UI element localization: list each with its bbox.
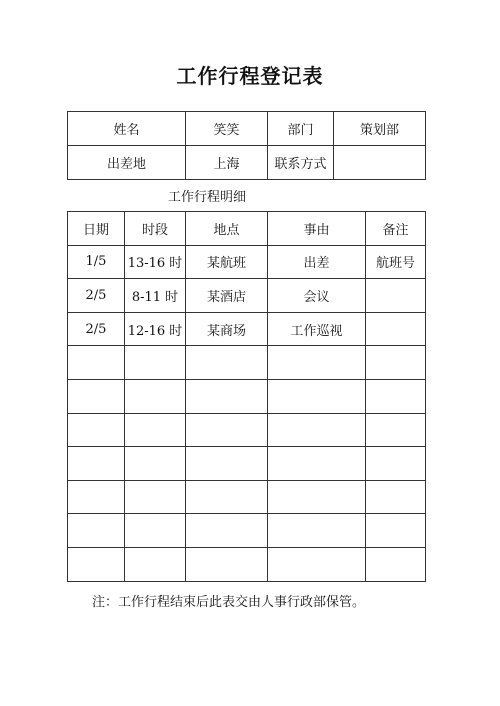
- dept-label: 部门: [268, 112, 334, 146]
- cell-date: [68, 413, 125, 447]
- cell-date: [68, 514, 125, 548]
- cell-reason: 工作巡视: [268, 312, 366, 346]
- cell-remark: [366, 346, 426, 380]
- cell-time: [125, 346, 186, 380]
- detail-table: [67, 211, 426, 582]
- cell-location: [186, 413, 268, 447]
- cell-location: [186, 547, 268, 581]
- table-row: [68, 413, 426, 447]
- header-date: 日期: [68, 212, 125, 246]
- cell-time: 8-11 时: [125, 279, 186, 313]
- table-row: [68, 245, 426, 279]
- cell-reason: [268, 547, 366, 581]
- name-value: 笑笑: [186, 112, 268, 146]
- cell-time: 12-16 时: [125, 312, 186, 346]
- cell-date: [68, 447, 125, 481]
- cell-date: 2/5: [68, 279, 125, 313]
- cell-time: 13-16 时: [125, 245, 186, 279]
- cell-date: [68, 346, 125, 380]
- header-location: 地点: [186, 212, 268, 246]
- cell-remark: [366, 413, 426, 447]
- cell-time: [125, 480, 186, 514]
- page-title: 工作行程登记表: [176, 64, 324, 88]
- cell-reason: 会议: [268, 279, 366, 313]
- cell-remark: [366, 379, 426, 413]
- cell-time: [125, 379, 186, 413]
- name-label: 姓名: [68, 112, 186, 146]
- cell-remark: [366, 514, 426, 548]
- header-time: 时段: [125, 212, 186, 246]
- detail-header-row: [68, 212, 426, 246]
- table-row: [68, 547, 426, 581]
- cell-reason: [268, 480, 366, 514]
- cell-reason: [268, 514, 366, 548]
- cell-remark: [366, 480, 426, 514]
- cell-location: [186, 447, 268, 481]
- cell-time: [125, 447, 186, 481]
- cell-date: [68, 480, 125, 514]
- table-row: [68, 312, 426, 346]
- cell-location: [186, 480, 268, 514]
- contact-value: [334, 146, 426, 180]
- contact-label: 联系方式: [268, 146, 334, 180]
- table-row: [68, 447, 426, 481]
- cell-reason: [268, 413, 366, 447]
- info-row: [68, 112, 426, 146]
- cell-date: 1/5: [68, 245, 125, 279]
- cell-date: [68, 379, 125, 413]
- table-row: [68, 379, 426, 413]
- header-reason: 事由: [268, 212, 366, 246]
- place-value: 上海: [186, 146, 268, 180]
- table-row: [68, 346, 426, 380]
- place-label: 出差地: [68, 146, 186, 180]
- cell-remark: [366, 279, 426, 313]
- cell-date: [68, 547, 125, 581]
- cell-time: [125, 514, 186, 548]
- header-remark: 备注: [366, 212, 426, 246]
- cell-remark: 航班号: [366, 245, 426, 279]
- cell-date: 2/5: [68, 312, 125, 346]
- table-row: [68, 480, 426, 514]
- cell-location: 某商场: [186, 312, 268, 346]
- cell-remark: [366, 312, 426, 346]
- cell-location: [186, 379, 268, 413]
- cell-location: [186, 346, 268, 380]
- cell-location: [186, 514, 268, 548]
- cell-location: 某酒店: [186, 279, 268, 313]
- table-row: [68, 514, 426, 548]
- cell-location: 某航班: [186, 245, 268, 279]
- footer-note: 注：工作行程结束后此表交由人事行政部保管。: [92, 595, 366, 610]
- info-row: [68, 146, 426, 180]
- detail-title: 工作行程明细: [168, 190, 247, 205]
- cell-time: [125, 547, 186, 581]
- dept-value: 策划部: [334, 112, 426, 146]
- cell-reason: [268, 379, 366, 413]
- info-table: [67, 111, 426, 180]
- cell-reason: [268, 447, 366, 481]
- cell-reason: 出差: [268, 245, 366, 279]
- cell-remark: [366, 447, 426, 481]
- table-row: [68, 279, 426, 313]
- cell-time: [125, 413, 186, 447]
- cell-reason: [268, 346, 366, 380]
- cell-remark: [366, 547, 426, 581]
